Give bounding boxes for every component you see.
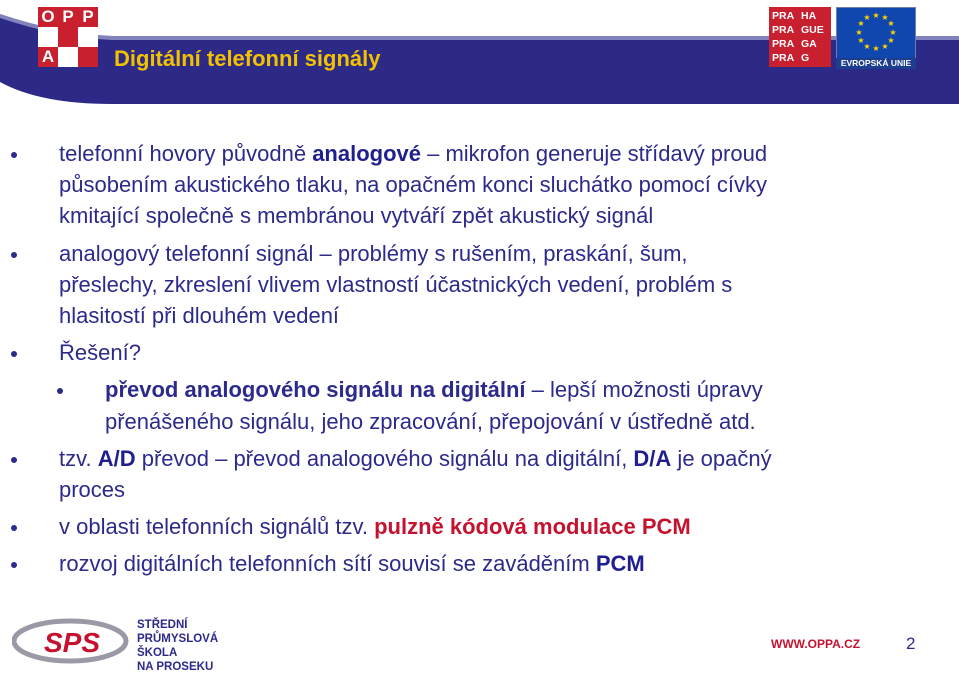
- text-segment: kmitající společně s membránou vytváří zpět akustický signál: [59, 203, 654, 229]
- school-name-line: ŠKOLA: [137, 647, 178, 659]
- school-name-line: PRŮMYSLOVÁ: [137, 633, 219, 645]
- svg-text:★: ★: [855, 28, 863, 37]
- text-segment: přeslechy, zkreslení vlivem vlastností účastnických vedení, problém s: [59, 271, 733, 297]
- praha-logo-row: PRA G: [772, 52, 810, 64]
- bullet-dot-icon: [11, 252, 17, 258]
- text-segment: přenášeného signálu, jeho zpracování, přepojování v ústředně atd.: [105, 408, 756, 434]
- bullet-dot-icon: [11, 525, 17, 531]
- svg-text:★: ★: [881, 42, 889, 51]
- svg-text:★: ★: [863, 42, 871, 51]
- school-name-line: NA PROSEKU: [137, 661, 214, 673]
- sps-logo-text: SPS: [43, 627, 101, 658]
- sps-logo-graphic: [12, 615, 130, 667]
- eu-caption: EVROPSKÁ UNIE: [836, 58, 916, 69]
- bullet-dot-icon: [11, 457, 17, 463]
- praha-logo-row: PRA HA: [772, 10, 817, 22]
- svg-text:★: ★: [872, 11, 880, 20]
- bullet-text-line: [59, 170, 767, 200]
- school-name: [137, 618, 218, 674]
- bullet-text-line: [59, 301, 339, 331]
- praha-logo-row: PRA GA: [772, 38, 817, 50]
- page-title: Digitální telefonní signály: [114, 46, 381, 71]
- text-segment: je opačný: [671, 445, 772, 471]
- svg-text:★: ★: [889, 28, 897, 37]
- highlight-term: převod analogového signálu na digitální: [105, 377, 526, 403]
- svg-text:★: ★: [887, 19, 895, 28]
- highlight-term: D/A: [633, 445, 672, 471]
- school-name-line: STŘEDNÍ: [137, 619, 188, 631]
- text-segment: Řešení?: [59, 340, 141, 366]
- text-segment: v oblasti telefonních signálů tzv.: [59, 514, 375, 540]
- sps-school-logo: [12, 615, 130, 667]
- bullet-text-line: [59, 270, 732, 300]
- text-segment: působením akustického tlaku, na opačném konci sluchátko pomocí cívky: [59, 172, 768, 198]
- text-segment: tzv.: [59, 445, 98, 471]
- text-segment: – mikrofon generuje střídavý proud: [421, 141, 768, 166]
- text-segment: telefonní hovory původně: [59, 141, 313, 166]
- svg-text:★: ★: [872, 44, 880, 53]
- bullet-text-line: [59, 201, 653, 231]
- bullet-dot-icon: [11, 351, 17, 357]
- page-number: 2: [906, 634, 916, 653]
- bullet-dot-icon: [57, 388, 63, 394]
- svg-text:★: ★: [881, 13, 889, 22]
- svg-text:★: ★: [887, 36, 895, 45]
- praha-logo-row: PRA GUE: [772, 24, 824, 36]
- highlight-term: A/D: [97, 445, 136, 471]
- footer-url-link[interactable]: WWW.OPPA.CZ: [771, 637, 861, 651]
- text-segment: analogový telefonní signál – problémy s rušením, praskání, šum,: [59, 240, 688, 266]
- text-segment: rozvoj digitálních telefonních sítí souvisí se zaváděním: [59, 551, 596, 577]
- text-segment: hlasitostí při dlouhém vedení: [59, 303, 340, 328]
- bullet-text-line: [59, 512, 691, 542]
- opp-logo-letter: P: [78, 7, 98, 27]
- text-segment: – lepší možnosti úpravy: [525, 377, 763, 403]
- bullet-text-line: [105, 407, 756, 437]
- bullet-text-line: [59, 338, 141, 368]
- bullet-text-line: [59, 475, 125, 505]
- highlight-term-red: pulzně kódová modulace PCM: [374, 514, 691, 540]
- svg-text:★: ★: [857, 36, 865, 45]
- highlight-term: analogové: [312, 141, 421, 166]
- bullet-dot-icon: [11, 562, 17, 568]
- highlight-term: PCM: [595, 551, 645, 577]
- opp-logo-letter: P: [58, 7, 78, 27]
- text-segment: převod – převod analogového signálu na digitální,: [135, 445, 634, 471]
- svg-text:★: ★: [863, 13, 871, 22]
- bullet-text-line: [59, 549, 645, 579]
- bullet-text-line: [59, 444, 772, 474]
- bullet-text-line: [105, 375, 763, 405]
- bullet-text-line: [59, 139, 767, 169]
- bullet-dot-icon: [11, 152, 17, 158]
- svg-text:★: ★: [857, 19, 865, 28]
- text-segment: proces: [59, 477, 126, 502]
- opp-logo-letter: A: [38, 47, 58, 67]
- opp-logo-letter: O: [38, 7, 58, 27]
- bullet-text-line: [59, 239, 688, 269]
